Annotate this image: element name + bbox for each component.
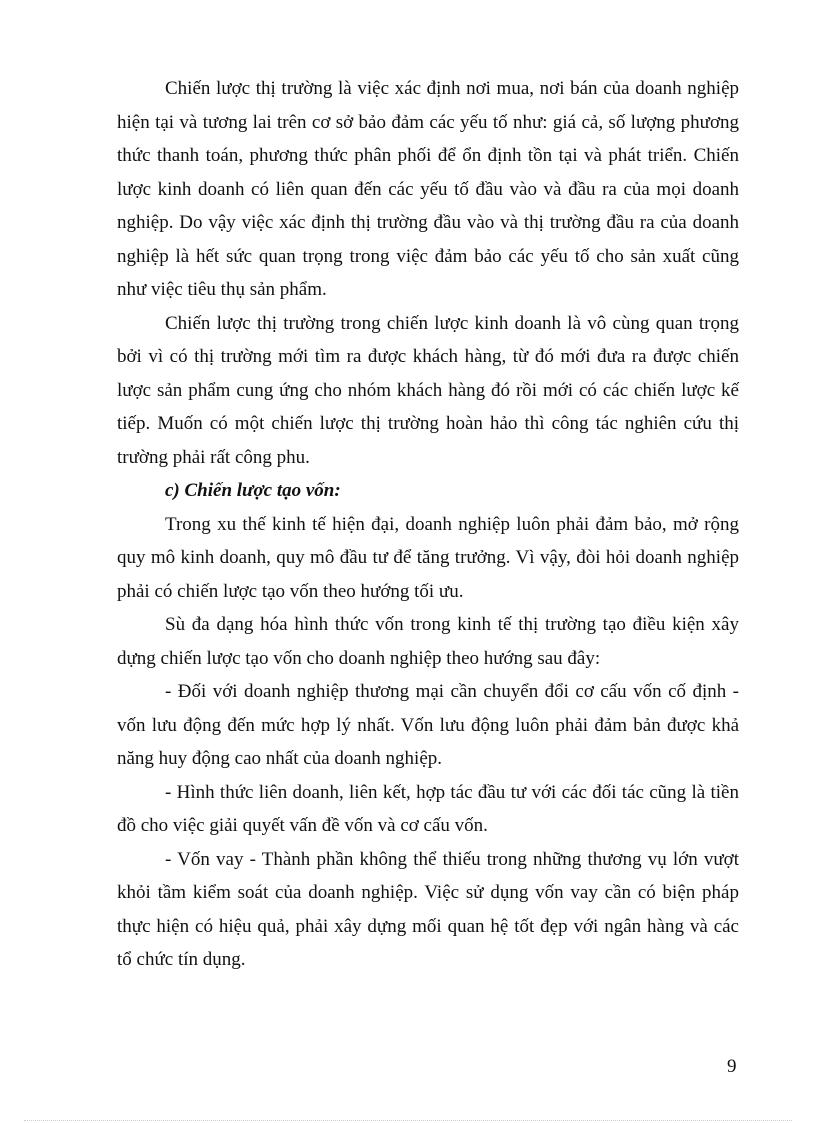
- bullet-joint-venture: - Hình thức liên doanh, liên kết, hợp tác đầu tư với các đối tác cũng là tiền đồ cho việc giải quyết vấn đề vốn và cơ cấu vốn.: [117, 781, 739, 836]
- paragraph-market-strategy-definition: Chiến lược thị trường là việc xác định nơi mua, nơi bán của doanh nghiệp hiện tại và tương lai trên cơ sở bảo đảm các yếu tố như: giá cả, số lượng phương thức thanh toán, phương thức phân phối để ổn định tồn tại và phát triển. Chiến lược kinh doanh có liên quan đến các yếu tố đầu vào và đầu ra của mọi doanh nghiệp. Do vậy việc xác định thị trường đầu vào và thị trường đầu ra của doanh nghiệp là hết sức quan trọng trong việc đảm bảo các yếu tố cho sản xuất cũng như việc tiêu thụ sản phẩm.: [117, 78, 739, 300]
- paragraph-market-strategy-importance: Chiến lược thị trường trong chiến lược kinh doanh là vô cùng quan trọng bởi vì có thị trường mới tìm ra được khách hàng, từ đó mới đưa ra được chiến lược sản phẩm cung ứng cho nhóm khách hàng đó rồi mới có các chiến lược kế tiếp. Muốn có một chiến lược thị trường hoàn hảo thì công tác nghiên cứu thị trường phải rất công phu.: [117, 312, 739, 468]
- bullet-borrowed-capital: - Vốn vay - Thành phần không thể thiếu trong những thương vụ lớn vượt khỏi tầm kiểm soát của doanh nghiệp. Việc sử dụng vốn vay cần có biện pháp thực hiện có hiệu quả, phải xây dựng mối quan hệ tốt đẹp với ngân hàng và các tổ chức tín dụng.: [117, 848, 739, 970]
- paragraph-capital-diversification: Sù đa dạng hóa hình thức vốn trong kinh tế thị trường tạo điều kiện xây dựng chiến lược tạo vốn cho doanh nghiệp theo hướng sau đây:: [117, 614, 739, 669]
- footer-divider: [24, 1120, 792, 1121]
- paragraph-capital-trend: Trong xu thế kinh tế hiện đại, doanh nghiệp luôn phải đảm bảo, mở rộng quy mô kinh doanh, quy mô đầu tư để tăng trưởng. Vì vậy, đòi hỏi doanh nghiệp phải có chiến lược tạo vốn theo hướng tối ưu.: [117, 513, 739, 602]
- page-body: [117, 72, 739, 977]
- bullet-commercial-enterprise: - Đối với doanh nghiệp thương mại cần chuyển đổi cơ cấu vốn cố định - vốn lưu động đến mức hợp lý nhất. Vốn lưu động luôn phải đảm bản được khả năng huy động cao nhất của doanh nghiệp.: [117, 681, 739, 769]
- section-heading-capital-strategy: c) Chiến lược tạo vốn:: [165, 480, 341, 501]
- page-number: 9: [727, 1056, 737, 1077]
